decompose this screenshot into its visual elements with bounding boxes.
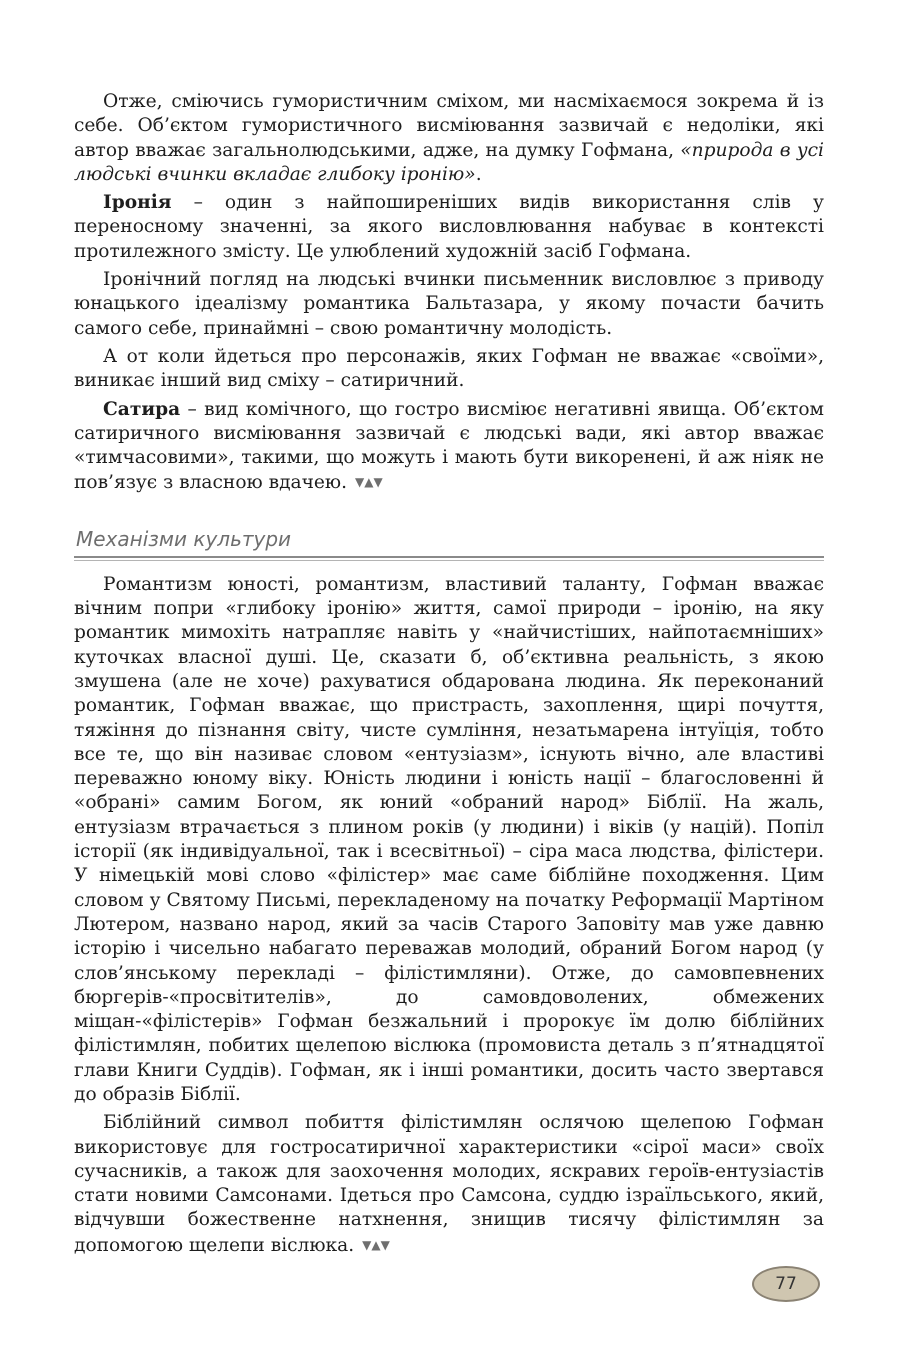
definition-text: – один з найпоширеніших видів використання слів у переносному значенні, за якого висловлювання набуває в контексті протилежного змісту. Це улюблений художній засіб Гофмана.: [74, 192, 824, 262]
page-number: 77: [775, 1274, 797, 1294]
paragraph: Романтизм юності, романтизм, властивий таланту, Гофман вважає вічним попри «глибоку іронію» життя, самої природи – іронію, на яку романтик мимохіть натрапляє навіть у «найчистіших, найпотаємніших» куточках власної душі. Це, сказати б, об’єктивна реальність, з якою змушена (але не хоче) рахуватися обдарована людина. Як переконаний романтик, Гофман вважає, що пристрасть, захоплення, щирі почуття, тяжіння до пізнання світу, чисте сумління, незатьмарена інтуїція, тобто все те, що він називає словом «ентузіазм», існують вічно, але властиві переважно юному віку. Юність людини і юність нації – благословенні й «обрані» самим Богом, як юний «обраний народ» Біблії. На жаль, ентузіазм втрачається з плином років (у людини) і віків (у націй). Попіл історії (як індивідуальної, так і всесвітньої) – сіра маса людства, філістери. У німецькій мові слово «філістер» має саме біблійне походження. Цим словом у Святому Письмі, перекладеному на початку Реформації Мартіном Лютером, названо народ, який за часів Старого Заповіту мав уже давню історію і чисельно набагато переважав молодий, обраний Богом народ (у слов’янському перекладі – філістимляни). Отже, до самовпевнених бюргерів-«просвітителів», до самовдоволених, обмежених міщан-«філістерів» Гофман безжальний і пророкує їм долю біблійних філістимлян, побитих щелепою віслюка (промовиста деталь з п’ятнадцятої глави Книги Суддів). Гофман, як і інші романтики, досить часто звертався до образів Біблії.: [74, 573, 824, 1105]
section-divider: [74, 560, 824, 561]
section-header: [74, 526, 824, 561]
term-irony: Іронія: [103, 192, 172, 214]
paragraph: Іронічний погляд на людські вчинки письменник висловлює з приводу юнацького ідеалізму романтика Бальтазара, у якому почасти бачить самого себе, принаймні – свою романтичну молодість.: [74, 269, 824, 339]
paragraph: [74, 1111, 824, 1258]
page-body: [74, 90, 824, 1258]
section-title: Механізми культури: [76, 526, 292, 551]
section-divider: [74, 556, 824, 558]
definition-irony: [74, 191, 824, 264]
definition-text: – вид комічного, що гостро висміює негативні явища. Об’єктом сатиричного висміювання зазвичай є людські вади, які автор вважає «тимчасовими», такими, що можуть і мають бути викоренені, й аж ніяк не пов’язує з власною вдачею.: [74, 398, 824, 494]
end-marker-icon: ▼▲▼: [362, 1237, 390, 1252]
quote-text: «природа в усі людські вчинки вкладає глибоку іронію»: [74, 139, 824, 185]
paragraph: А от коли йдеться про персонажів, яких Гофман не вважає «своїми», виникає інший вид сміху – сатиричний.: [74, 345, 824, 392]
paragraph-text: Отже, сміючись гумористичним сміхом, ми насміхаємося зокрема й із себе. Об’єктом гумористичного висміювання зазвичай є недоліки, які автор вважає загальнолюдськими, адже, на думку Гофмана,: [74, 91, 824, 161]
paragraph-text: Біблійний символ побиття філістимлян ослячою щелепою Гофман використовує для гостросатиричної характеристики «сірої маси» своїх сучасників, а також для заохочення молодих, яскравих героїв-ентузіастів стати новими Самсонами. Ідеться про Самсона, суддю ізраїльського, який, відчувши божественне натхнення, знищив тисячу філістимлян за допомогою щелепи віслюка.: [74, 1112, 824, 1256]
paragraph: [74, 90, 824, 187]
end-marker-icon: ▼▲▼: [355, 475, 383, 490]
page-number-badge: [752, 1266, 820, 1302]
definition-satire: [74, 398, 824, 496]
paragraph-text: .: [475, 163, 482, 185]
term-satire: Сатира: [103, 398, 181, 420]
